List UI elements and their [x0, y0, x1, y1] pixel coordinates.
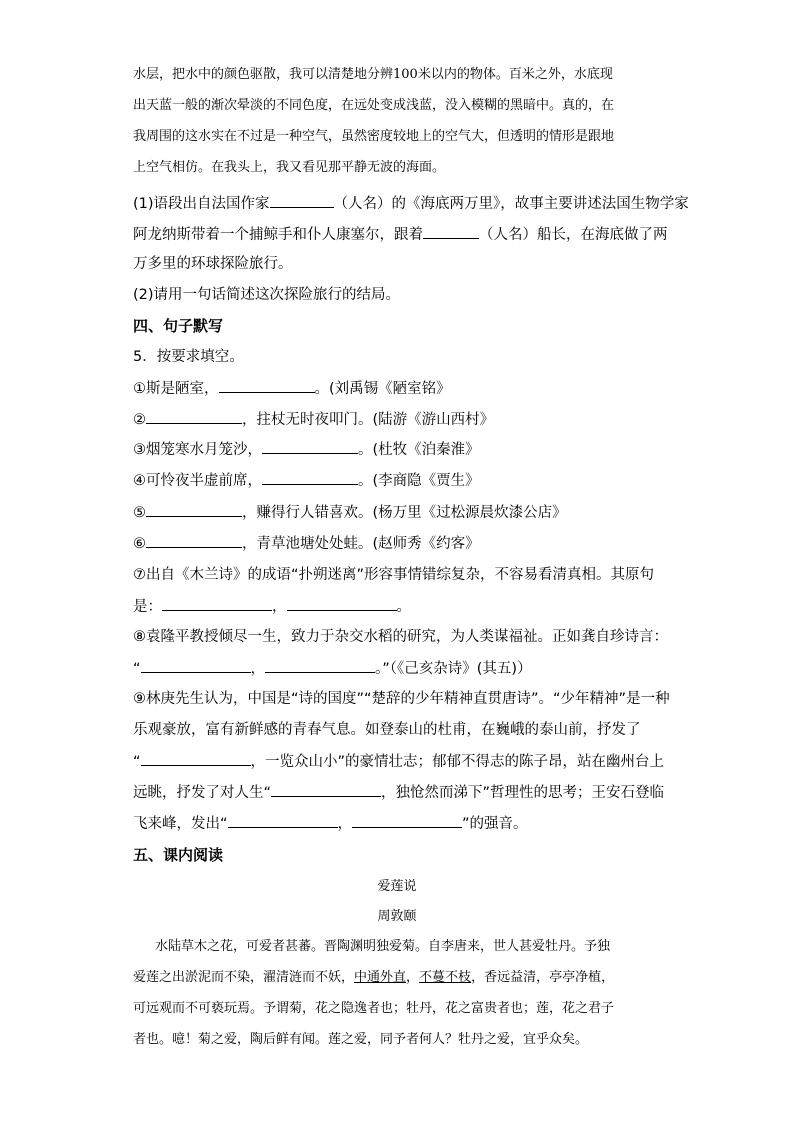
passage-line: 水层，把水中的颜色驱散，我可以清楚地分辨100米以内的物体。百米之外，水底现	[133, 67, 613, 82]
question-text: （人名）的《海底两万里》，故事主要讲述法国生物学家	[333, 196, 689, 212]
fill-item-8-cont	[133, 658, 532, 679]
item-text: ①斯是陋室，	[133, 381, 219, 397]
item-text: ③烟笼寒水月笼沙，	[133, 442, 262, 458]
poem-text: ，香远益清，亭亭净植，	[471, 970, 615, 985]
fill-item-9-cont	[133, 813, 528, 834]
answer-blank[interactable]	[265, 658, 375, 673]
poem-line: 水陆草木之花，可爱者甚蕃。晋陶渊明独爱菊。自李唐来，世人甚爱牡丹。予独	[155, 939, 611, 954]
item-text: ，青草池塘处处蛙。(赵师秀《约客》	[242, 536, 480, 552]
question-text: （人名）船长，在海底做了两	[479, 227, 668, 243]
answer-blank[interactable]	[352, 813, 462, 828]
fill-item-7-cont	[133, 596, 411, 617]
answer-blank[interactable]	[146, 533, 242, 548]
question-5: 5．按要求填空。	[133, 349, 244, 365]
passage-line: 上空气相仿。在我头上，我又看见那平静无波的海面。	[133, 160, 446, 175]
answer-blank[interactable]	[423, 224, 479, 239]
answer-blank[interactable]	[228, 813, 338, 828]
item-text: ⑤	[133, 505, 146, 521]
section-heading: 四、句子默写	[133, 317, 224, 335]
item-text: ，独怆然而涕下”哲理性的思考；王安石登临	[381, 785, 665, 801]
answer-blank[interactable]	[219, 378, 315, 393]
item-text: ，	[337, 816, 353, 832]
question-4-1-cont	[133, 224, 668, 245]
poem-text: ，	[406, 970, 420, 985]
fill-item-8: ⑧袁隆平教授倾尽一生，致力于杂交水稻的研究，为人类谋福祉。正如龚自珍诗言：	[133, 629, 668, 645]
question-text: (1)语段出自法国作家	[133, 196, 270, 212]
item-text: ，拄杖无时夜叩门。(陆游《游山西村》	[242, 412, 495, 428]
fill-item-2	[133, 409, 494, 430]
item-text: ”的强音。	[462, 816, 528, 832]
item-text: 远眺，抒发了对人生“	[133, 785, 272, 801]
item-text: 。(李商隐《贾生》	[358, 473, 480, 489]
passage-line: 我周围的这水实在不过是一种空气，虽然密度较地上的空气大，但透明的情形是跟地	[133, 129, 615, 144]
poem-line	[133, 968, 614, 988]
item-text: ，一览众山小”的豪情壮志；郁郁不得志的陈子昂，站在幽州台上	[250, 754, 665, 770]
answer-blank[interactable]	[146, 409, 242, 424]
item-text: ，	[250, 661, 266, 677]
passage-line: 出天蓝一般的渐次晕淡的不同色度，在远处变成浅蓝，没入模糊的黑暗中。真的，在	[133, 98, 615, 113]
poem-title: 爱莲说	[377, 879, 417, 894]
answer-blank[interactable]	[141, 658, 251, 673]
section-heading: 五、课内阅读	[133, 846, 224, 864]
item-text: 。”（《己亥杂诗》(其五)）	[375, 661, 532, 677]
fill-item-9-cont	[133, 751, 664, 772]
item-text: 是：	[133, 599, 162, 615]
fill-item-4	[133, 470, 480, 491]
poem-line: 可远观而不可亵玩焉。予谓菊，花之隐逸者也；牡丹，花之富贵者也；莲，花之君子	[133, 1001, 615, 1016]
underlined-phrase: 中通外直	[354, 970, 407, 985]
fill-item-7: ⑦出自《木兰诗》的成语“扑朔迷离”形容事情错综复杂，不容易看清真相。其原句	[133, 567, 655, 583]
answer-blank[interactable]	[146, 502, 242, 517]
fill-item-6	[133, 533, 480, 554]
question-text: 阿龙纳斯带着一个捕鲸手和仆人康塞尔，跟着	[133, 227, 423, 243]
answer-blank[interactable]	[270, 193, 334, 208]
question-4-1-cont: 万多里的环球探险旅行。	[133, 256, 293, 272]
item-text: ，赚得行人错喜欢。(杨万里《过松源晨炊漆公店》	[242, 505, 567, 521]
item-text: “	[133, 754, 141, 770]
answer-blank[interactable]	[271, 782, 381, 797]
item-text: 。(刘禹锡《陋室铭》	[314, 381, 451, 397]
item-text: “	[133, 661, 141, 677]
item-text: 。(杜牧《泊秦淮》	[358, 442, 480, 458]
item-text: ⑥	[133, 536, 146, 552]
answer-blank[interactable]	[287, 596, 397, 611]
item-text: 飞来峰，发出“	[133, 816, 228, 832]
question-4-2: (2)请用一句话简述这次探险旅行的结局。	[133, 287, 401, 303]
underlined-phrase: 不蔓不枝	[419, 970, 472, 985]
fill-item-1	[133, 378, 451, 399]
fill-item-9-cont: 乐观豪放，富有新鲜感的青春气息。如登泰山的杜甫，在巍峨的泰山前，抒发了	[133, 722, 641, 738]
item-text: ②	[133, 412, 146, 428]
answer-blank[interactable]	[262, 439, 358, 454]
answer-blank[interactable]	[141, 751, 251, 766]
answer-blank[interactable]	[262, 470, 358, 485]
item-text: ④可怜夜半虚前席，	[133, 473, 262, 489]
item-text: ，	[272, 599, 287, 615]
question-4-1	[133, 193, 689, 214]
poem-text: 爱莲之出淤泥而不染，濯清涟而不妖，	[133, 970, 355, 985]
poem-author: 周敦颐	[377, 909, 417, 924]
fill-item-3	[133, 439, 480, 460]
fill-item-5	[133, 502, 567, 523]
answer-blank[interactable]	[162, 596, 272, 611]
fill-item-9: ⑨林庚先生认为，中国是“诗的国度”“楚辞的少年精神直贯唐诗”。“少年精神”是一种	[133, 691, 670, 707]
poem-line: 者也。噫！菊之爱，陶后鲜有闻。莲之爱，同予者何人？牡丹之爱，宜乎众矣。	[133, 1032, 589, 1047]
item-text: 。	[396, 599, 411, 615]
fill-item-9-cont	[133, 782, 664, 803]
